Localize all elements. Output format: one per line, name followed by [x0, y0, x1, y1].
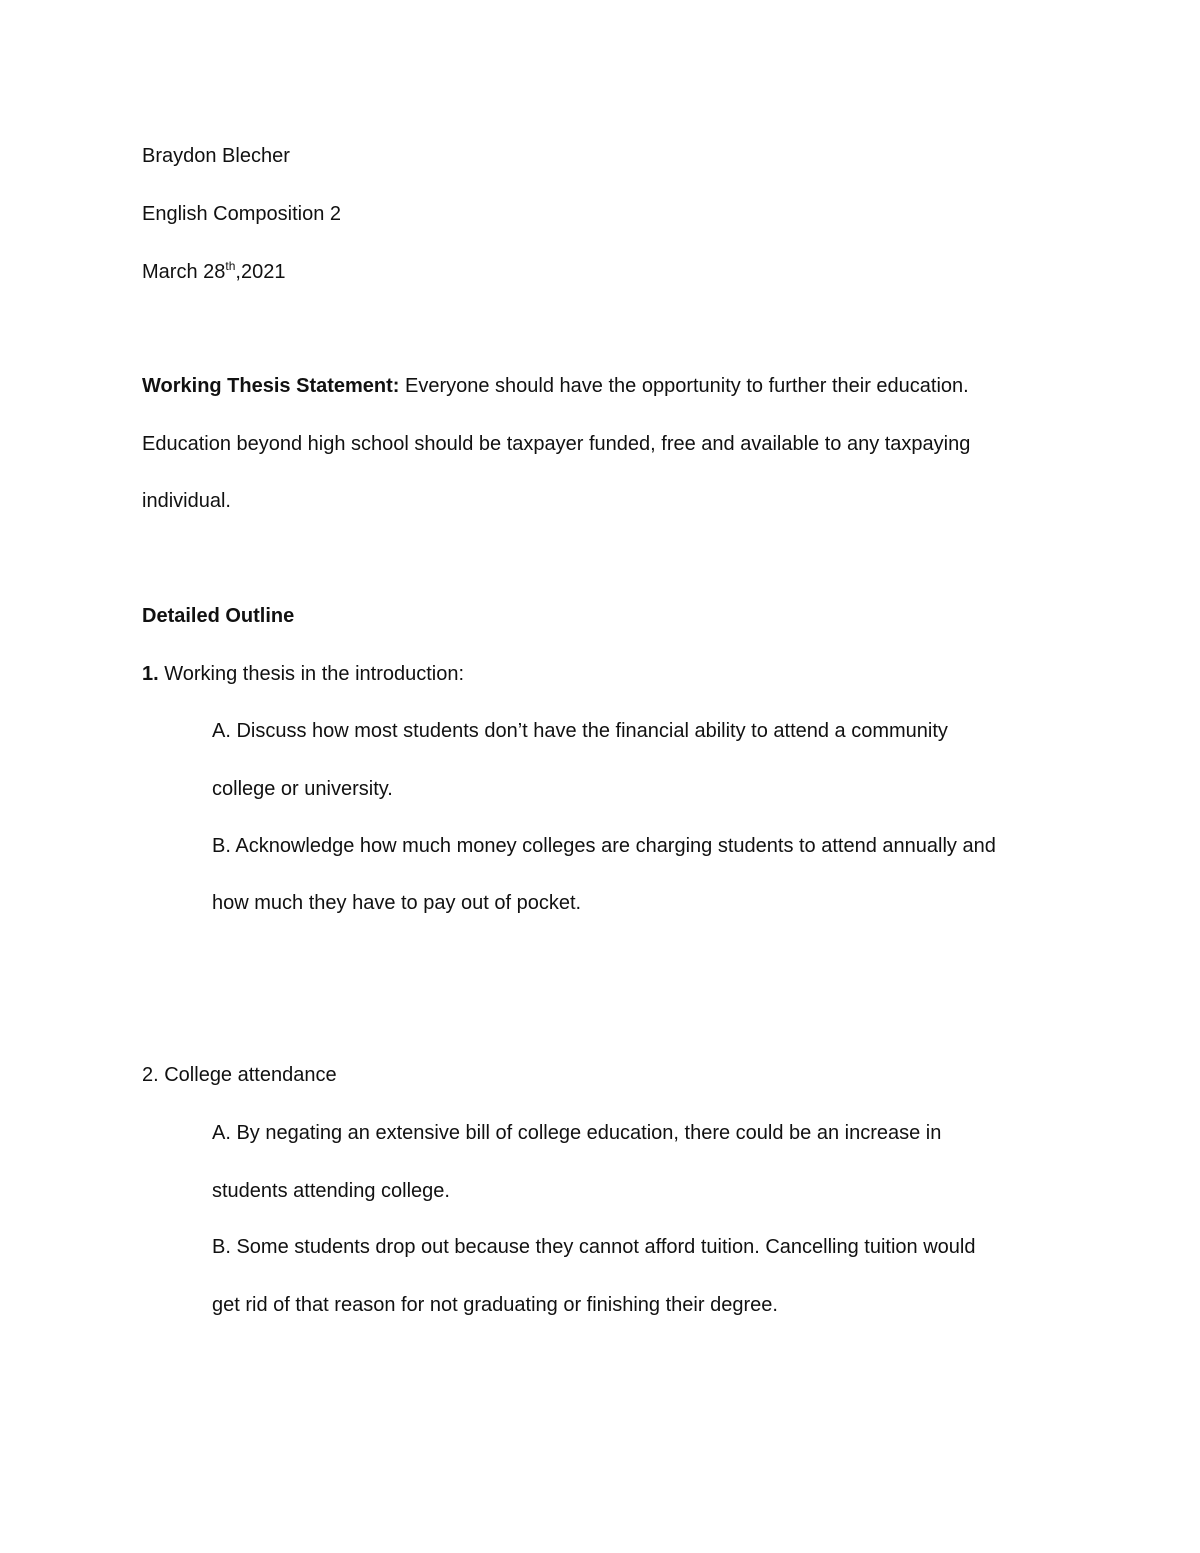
section-1-point-a-line-1: A. Discuss how most students don’t have the financial ability to attend a community	[212, 720, 948, 742]
thesis-line-2: Education beyond high school should be taxpayer funded, free and available to any taxpaying	[142, 433, 971, 455]
section-2-point-b-line-1: B. Some students drop out because they cannot afford tuition. Cancelling tuition would	[212, 1236, 976, 1258]
document-date	[142, 258, 285, 286]
date-year: ,2021	[235, 261, 286, 283]
course-name: English Composition 2	[142, 203, 341, 225]
thesis-text-1: Everyone should have the opportunity to further their education.	[399, 375, 969, 397]
date-suffix: th	[225, 259, 236, 273]
author-name: Braydon Blecher	[142, 145, 290, 167]
thesis-label: Working Thesis Statement:	[142, 375, 400, 397]
thesis-line-1	[142, 372, 969, 400]
section-1-point-b-line-1: B. Acknowledge how much money colleges are charging students to attend annually and	[212, 835, 996, 857]
section-1-title: Working thesis in the introduction:	[158, 663, 465, 685]
section-2-point-a-line-2: students attending college.	[212, 1180, 450, 1202]
section-1-point-a-line-2: college or university.	[212, 778, 393, 800]
section-2-heading: 2. College attendance	[142, 1064, 337, 1086]
section-2-point-a-line-1: A. By negating an extensive bill of college education, there could be an increase in	[212, 1122, 942, 1144]
section-1-point-b-line-2: how much they have to pay out of pocket.	[212, 892, 582, 914]
outline-heading: Detailed Outline	[142, 605, 295, 627]
thesis-line-3: individual.	[142, 490, 231, 512]
section-2-point-b-line-2: get rid of that reason for not graduating or finishing their degree.	[212, 1294, 778, 1316]
section-1-number: 1.	[142, 663, 159, 685]
date-month-day: March 28	[142, 261, 226, 283]
section-1-heading	[142, 660, 464, 688]
